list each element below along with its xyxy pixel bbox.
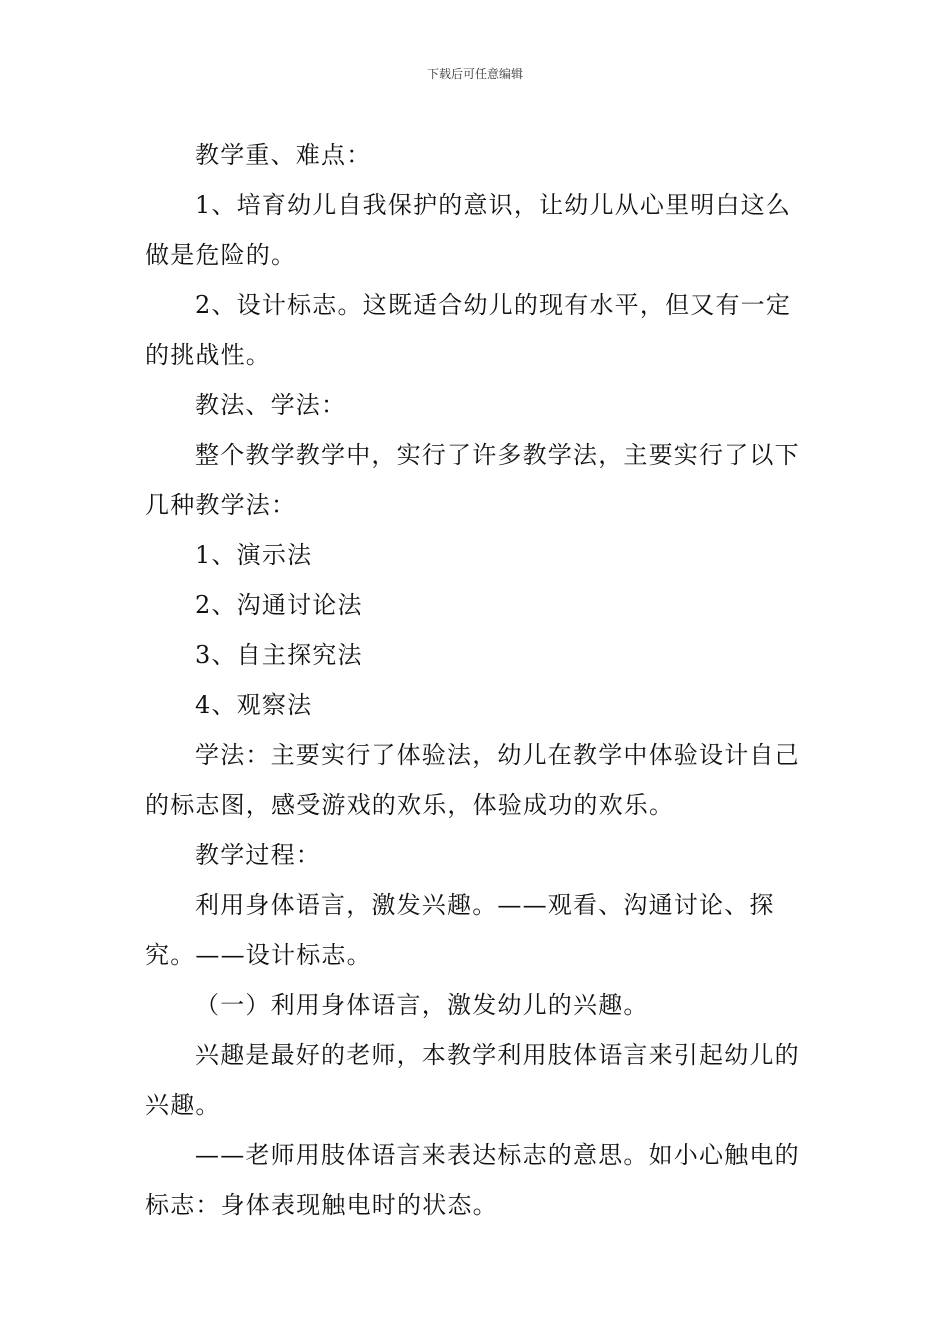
document-body — [145, 130, 807, 1230]
paragraph-section-1-heading: （一）利用身体语言，激发幼儿的兴趣。 — [195, 991, 649, 1019]
paragraph-key-points-heading: 教学重、难点： — [195, 141, 372, 169]
paragraph-methods-heading: 教法、学法： — [195, 391, 347, 419]
paragraph-interest: 兴趣是最好的老师，本教学利用肢体语言来引起幼儿的兴趣。 — [145, 1041, 800, 1119]
paragraph-learning-method: 学法：主要实行了体验法，幼儿在教学中体验设计自己的标志图，感受游戏的欢乐，体验成功的欢乐。 — [145, 741, 800, 819]
paragraph-process-summary: 利用身体语言，激发兴趣。——观看、沟通讨论、探究。——设计标志。 — [145, 891, 775, 969]
paragraph-process-heading: 教学过程： — [195, 841, 321, 869]
paragraph-key-point-1: 1、培育幼儿自我保护的意识，让幼儿从心里明白这么做是危险的。 — [145, 191, 792, 269]
paragraph-key-point-2: 2、设计标志。这既适合幼儿的现有水平，但又有一定的挑战性。 — [145, 291, 792, 369]
paragraph-method-2: 2、沟通讨论法 — [195, 591, 363, 619]
paragraph-method-1: 1、演示法 — [195, 541, 313, 569]
page-header: 下载后可任意编辑 — [426, 67, 523, 81]
paragraph-methods-intro: 整个教学教学中，实行了许多教学法，主要实行了以下几种教学法： — [145, 441, 800, 519]
paragraph-method-3: 3、自主探究法 — [195, 641, 363, 669]
paragraph-method-4: 4、观察法 — [195, 691, 313, 719]
paragraph-body-language: ——老师用肢体语言来表达标志的意思。如小心触电的标志：身体表现触电时的状态。 — [145, 1141, 800, 1219]
